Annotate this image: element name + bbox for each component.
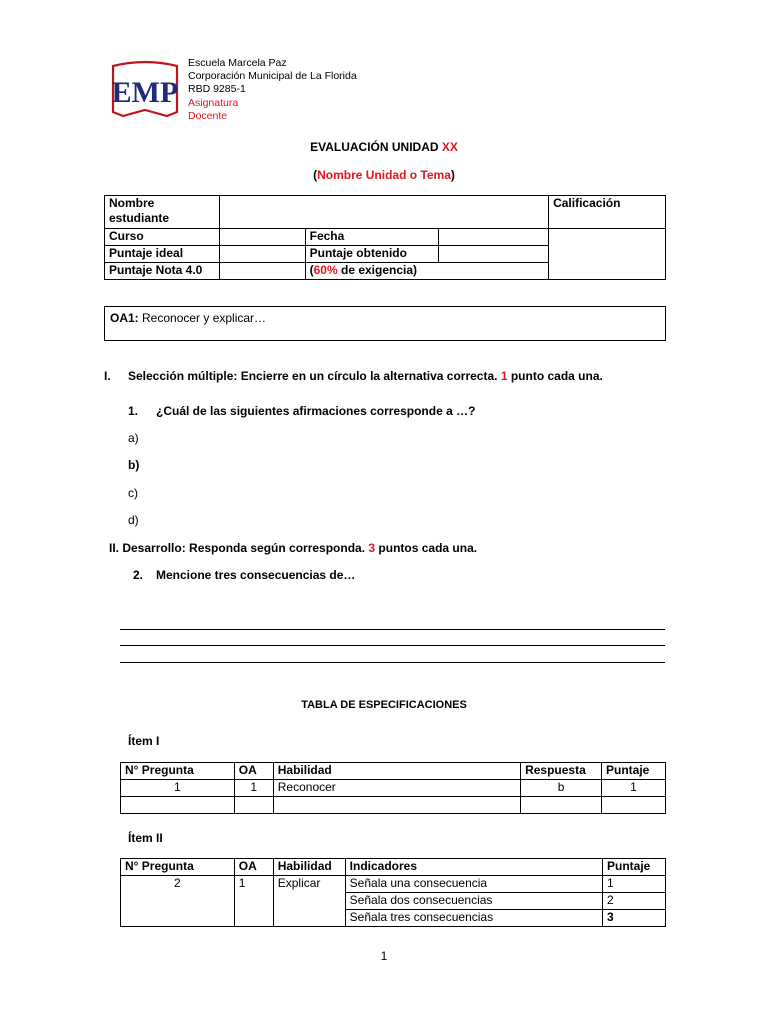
rbd-code: RBD 9285-1 bbox=[188, 83, 246, 96]
table-cell bbox=[234, 797, 273, 814]
table-cell bbox=[521, 797, 602, 814]
table-cell: 2 bbox=[121, 876, 235, 927]
question1-number: 1. bbox=[128, 404, 139, 418]
item2-title: Ítem II bbox=[128, 831, 163, 845]
obtained-score-label: Puntaje obtenido bbox=[305, 246, 439, 263]
alternative-a[interactable]: a) bbox=[128, 431, 139, 445]
table-header: Habilidad bbox=[273, 859, 345, 876]
school-logo bbox=[109, 60, 181, 122]
score-cell: 3 bbox=[603, 910, 666, 927]
nota-score-label: Puntaje Nota 4.0 bbox=[105, 263, 220, 280]
table-header: Puntaje bbox=[602, 763, 666, 780]
student-info-table bbox=[104, 195, 666, 280]
question2-number: 2. bbox=[133, 568, 144, 582]
course-label: Curso bbox=[105, 229, 220, 246]
score-cell: 1 bbox=[603, 876, 666, 893]
corporation-name: Corporación Municipal de La Florida bbox=[188, 70, 357, 83]
table-header: N° Pregunta bbox=[121, 763, 235, 780]
course-field[interactable] bbox=[219, 229, 305, 246]
date-label: Fecha bbox=[305, 229, 439, 246]
grade-label: Calificación bbox=[549, 196, 666, 229]
table-cell: 1 bbox=[602, 780, 666, 797]
date-field[interactable] bbox=[439, 229, 549, 246]
student-name-label: Nombre estudiante bbox=[105, 196, 220, 229]
table-cell: 1 bbox=[234, 876, 273, 927]
school-info bbox=[188, 57, 357, 123]
section1-instructions: Selección múltiple: Encierre en un círculo la alternativa correcta. 1 punto cada una. bbox=[128, 369, 603, 383]
table-header: Indicadores bbox=[345, 859, 602, 876]
table-cell: b bbox=[521, 780, 602, 797]
alternative-d[interactable]: d) bbox=[128, 513, 139, 527]
indicator-cell: Señala tres consecuencias bbox=[345, 910, 602, 927]
answer-line[interactable] bbox=[120, 629, 665, 630]
table-header: OA bbox=[234, 763, 273, 780]
grade-field[interactable] bbox=[549, 229, 666, 280]
question1-text: ¿Cuál de las siguientes afirmaciones corresponde a …? bbox=[156, 404, 476, 418]
table-cell: 1 bbox=[121, 780, 235, 797]
obtained-score-field[interactable] bbox=[439, 246, 549, 263]
logo-letters: EMP bbox=[111, 76, 179, 109]
ideal-score-field[interactable] bbox=[219, 246, 305, 263]
unit-subtitle: (Nombre Unidad o Tema) bbox=[313, 168, 455, 182]
table-header: OA bbox=[234, 859, 273, 876]
table-cell bbox=[273, 797, 520, 814]
subject-label: Asignatura bbox=[188, 96, 239, 109]
answer-line[interactable] bbox=[120, 662, 665, 663]
item2-spec-table bbox=[120, 858, 666, 927]
alternative-c[interactable]: c) bbox=[128, 486, 138, 500]
table-header: Puntaje bbox=[603, 859, 666, 876]
table-cell: 1 bbox=[234, 780, 273, 797]
school-name: Escuela Marcela Paz bbox=[188, 57, 287, 69]
question2-text: Mencione tres consecuencias de… bbox=[156, 568, 356, 582]
page-number: 1 bbox=[380, 949, 388, 963]
table-cell bbox=[121, 797, 235, 814]
item1-title: Ítem I bbox=[128, 734, 160, 748]
table-header: N° Pregunta bbox=[121, 859, 235, 876]
indicator-cell: Señala una consecuencia bbox=[345, 876, 602, 893]
nota-score-field[interactable] bbox=[219, 263, 305, 280]
learning-objective-box: OA1: Reconocer y explicar… bbox=[104, 306, 666, 341]
table-header: Habilidad bbox=[273, 763, 520, 780]
item1-spec-table bbox=[120, 762, 666, 814]
ideal-score-label: Puntaje ideal bbox=[105, 246, 220, 263]
section1-numeral: I. bbox=[104, 369, 111, 383]
requirement-note: (60% de exigencia) bbox=[305, 263, 548, 280]
evaluation-title: EVALUACIÓN UNIDAD XX bbox=[310, 140, 458, 154]
teacher-label: Docente bbox=[188, 109, 228, 122]
section2-instructions: II. Desarrollo: Responda según corresponda. 3 puntos cada una. bbox=[109, 541, 478, 555]
spec-title: TABLA DE ESPECIFICACIONES bbox=[301, 699, 467, 711]
table-cell bbox=[602, 797, 666, 814]
table-cell: Reconocer bbox=[273, 780, 520, 797]
answer-line[interactable] bbox=[120, 645, 665, 646]
table-cell: Explicar bbox=[273, 876, 345, 927]
alternative-b[interactable]: b) bbox=[128, 458, 140, 472]
score-cell: 2 bbox=[603, 893, 666, 910]
student-name-field[interactable] bbox=[219, 196, 548, 229]
indicator-cell: Señala dos consecuencias bbox=[345, 893, 602, 910]
table-header: Respuesta bbox=[521, 763, 602, 780]
